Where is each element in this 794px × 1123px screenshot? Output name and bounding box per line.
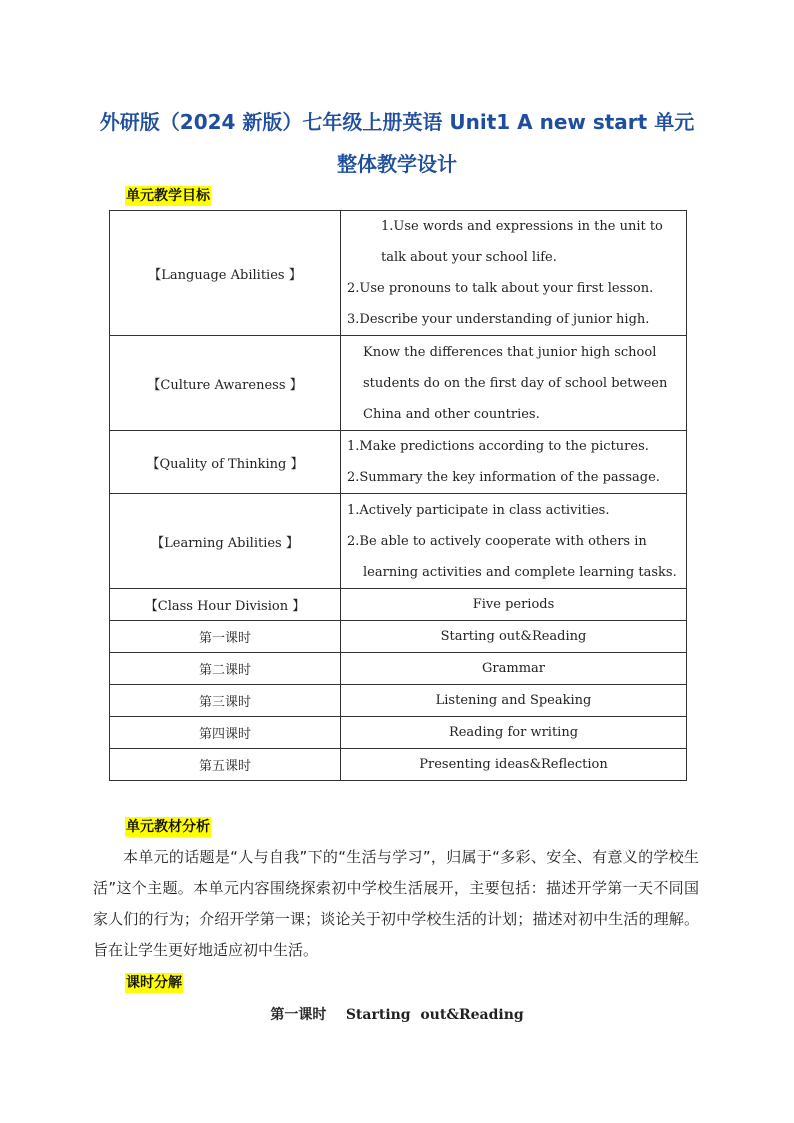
document-title-line-2: 整体教学设计 xyxy=(337,152,457,176)
table-row xyxy=(110,717,687,749)
period-value: Reading for writing xyxy=(341,717,687,749)
goal-line: 1.Use words and expressions in the unit to xyxy=(381,219,663,234)
table-row xyxy=(110,589,687,621)
section-heading-lesson-breakdown: 课时分解 xyxy=(126,975,182,991)
document-title-line-1: 外研版（2024 新版）七年级上册英语 Unit1 A new start 单元 xyxy=(99,110,695,134)
goal-line: China and other countries. xyxy=(363,406,540,422)
period-label: 第三课时 xyxy=(110,685,341,717)
period-value: Presenting ideas&Reflection xyxy=(341,749,687,781)
period-label: 第四课时 xyxy=(110,717,341,749)
class-hour-division-value: Five periods xyxy=(341,589,687,621)
table-row xyxy=(110,211,687,336)
goal-line: Know the differences that junior high school xyxy=(363,344,657,360)
lesson-title: 第一课时 Starting out&Reading xyxy=(270,1007,524,1023)
period-value: Grammar xyxy=(341,653,687,685)
goal-label-learning: 【Learning Abilities 】 xyxy=(110,494,341,589)
section-heading-material-analysis: 单元教材分析 xyxy=(126,819,210,835)
table-row xyxy=(110,621,687,653)
table-row xyxy=(110,336,687,431)
goal-line: 1.Make predictions according to the pictures. xyxy=(347,439,649,454)
class-hour-division-label: 【Class Hour Division 】 xyxy=(110,589,341,621)
goal-label-culture: 【Culture Awareness 】 xyxy=(110,336,341,431)
goal-line: students do on the first day of school between xyxy=(363,375,668,391)
period-label: 第五课时 xyxy=(110,749,341,781)
table-row xyxy=(110,494,687,589)
goal-content-language xyxy=(341,211,687,336)
unit-goals-table xyxy=(109,210,687,781)
material-analysis-paragraph: 本单元的话题是“人与自我”下的“生活与学习”，归属于“多彩、安全、有意义的学校生活”这个主题。本单元内容围绕探索初中学校生活展开，主要包括：描述开学第一天不同国家人们的行为；介绍开学第一课；谈论关于初中学校生活的计划；描述对初中生活的理解。旨在让学生更好地适应初中生活。 xyxy=(93,848,699,959)
table-row xyxy=(110,653,687,685)
period-value: Starting out&Reading xyxy=(341,621,687,653)
goal-line: talk about your school life. xyxy=(381,250,557,265)
goal-line: 2.Use pronouns to talk about your first lesson. xyxy=(347,281,654,296)
table-row xyxy=(110,749,687,781)
table-row xyxy=(110,685,687,717)
period-label: 第一课时 xyxy=(110,621,341,653)
table-row xyxy=(110,431,687,494)
goal-content-thinking xyxy=(341,431,687,494)
goal-label-language: 【Language Abilities 】 xyxy=(110,211,341,336)
goal-label-thinking: 【Quality of Thinking 】 xyxy=(110,431,341,494)
goal-line: 2.Be able to actively cooperate with others in xyxy=(347,533,647,549)
goal-line: 2.Summary the key information of the passage. xyxy=(347,470,660,485)
goal-line: 1.Actively participate in class activities. xyxy=(347,502,610,518)
goal-content-culture xyxy=(341,336,687,431)
goal-content-learning xyxy=(341,494,687,589)
goal-line: learning activities and complete learning tasks. xyxy=(363,564,677,580)
goal-line: 3.Describe your understanding of junior high. xyxy=(347,312,650,327)
section-heading-unit-goals: 单元教学目标 xyxy=(126,188,210,204)
period-label: 第二课时 xyxy=(110,653,341,685)
period-value: Listening and Speaking xyxy=(341,685,687,717)
